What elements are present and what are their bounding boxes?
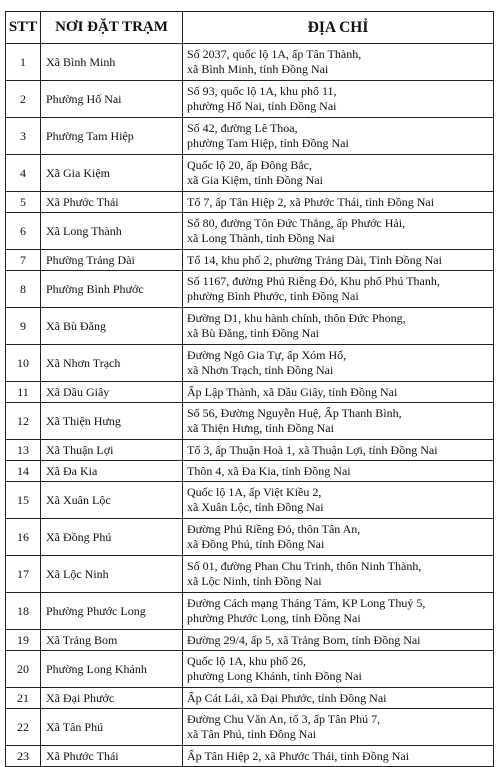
table-row: [6, 482, 494, 519]
header-address: ĐỊA CHỈ: [183, 12, 494, 44]
station-table-sheet: [5, 11, 493, 767]
row-address: [183, 630, 494, 651]
address-line: Đường Phú Riềng Đỏ, thôn Tân An,: [187, 522, 361, 536]
row-location-name: Xã Phước Thái: [41, 192, 183, 213]
row-address: [183, 709, 494, 746]
table-row: [6, 250, 494, 271]
row-location-name: Phường Bình Phước: [41, 271, 183, 308]
address-line: Quốc lộ 1A, ấp Việt Kiều 2,: [187, 485, 322, 499]
table-row: [6, 403, 494, 440]
row-address: [183, 81, 494, 118]
row-location-name: Xã Gia Kiệm: [41, 155, 183, 192]
row-address: [183, 271, 494, 308]
header-stt: STT: [6, 12, 41, 44]
row-address: [183, 155, 494, 192]
row-stt: 20: [6, 651, 41, 688]
address-line: phường Tam Hiệp, tỉnh Đồng Nai: [187, 136, 349, 150]
address-line: Ấp Lập Thành, xã Dầu Giây, tỉnh Đồng Nai: [187, 384, 398, 399]
row-stt: 12: [6, 403, 41, 440]
address-line: phường Long Khánh, tỉnh Đồng Nai: [187, 669, 362, 683]
row-address: [183, 118, 494, 155]
row-stt: 22: [6, 709, 41, 746]
address-line: xã Bình Minh, tỉnh Đồng Nai: [187, 62, 329, 76]
address-line: xã Gia Kiệm, tỉnh Đồng Nai: [187, 173, 323, 187]
row-stt: 5: [6, 192, 41, 213]
row-stt: 4: [6, 155, 41, 192]
address-line: phường Hố Nai, tỉnh Đồng Nai: [187, 99, 337, 113]
row-stt: 15: [6, 482, 41, 519]
address-line: Số 2037, quốc lộ 1A, ấp Tân Thành,: [187, 47, 362, 61]
row-stt: 8: [6, 271, 41, 308]
address-line: Thôn 4, xã Đa Kia, tỉnh Đồng Nai: [187, 463, 351, 478]
address-line: phường Bình Phước, tỉnh Đồng Nai: [187, 289, 359, 303]
row-address: [183, 403, 494, 440]
row-stt: 3: [6, 118, 41, 155]
station-table: [5, 11, 494, 767]
address-line: Đường D1, khu hành chính, thôn Đức Phong,: [187, 311, 406, 325]
row-stt: 2: [6, 81, 41, 118]
row-location-name: Xã Long Thành: [41, 213, 183, 250]
row-stt: 14: [6, 461, 41, 482]
row-stt: 18: [6, 593, 41, 630]
row-stt: 21: [6, 688, 41, 709]
row-location-name: Xã Thuận Lợi: [41, 440, 183, 461]
row-address: [183, 593, 494, 630]
row-location-name: Xã Thiện Hưng: [41, 403, 183, 440]
row-stt: 13: [6, 440, 41, 461]
table-row: [6, 271, 494, 308]
address-line: Tổ 3, ấp Thuận Hoà 1, xã Thuận Lợi, tỉnh Đồng Nai: [187, 442, 438, 457]
row-location-name: Xã Lộc Ninh: [41, 556, 183, 593]
table-row: [6, 308, 494, 345]
row-address: [183, 192, 494, 213]
row-location-name: Xã Bình Minh: [41, 44, 183, 81]
row-location-name: Xã Đại Phước: [41, 688, 183, 709]
address-line: Tổ 14, khu phố 2, phường Trảng Dài, Tỉnh Đồng Nai: [187, 252, 442, 267]
address-line: xã Lộc Ninh, tỉnh Đồng Nai: [187, 574, 322, 588]
address-line: Tổ 7, ấp Tân Hiệp 2, xã Phước Thái, tỉnh Đồng Nai: [187, 194, 435, 209]
row-address: [183, 345, 494, 382]
address-line: Số 01, đường Phan Chu Trinh, thôn Ninh Thành,: [187, 559, 422, 573]
table-row: [6, 192, 494, 213]
address-line: Đường 29/4, ấp 5, xã Trảng Bom, tỉnh Đồng Nai: [187, 632, 421, 647]
row-address: [183, 746, 494, 767]
row-address: [183, 651, 494, 688]
row-location-name: Xã Nhơn Trạch: [41, 345, 183, 382]
row-location-name: Xã Đa Kia: [41, 461, 183, 482]
table-row: [6, 519, 494, 556]
row-address: [183, 519, 494, 556]
row-address: [183, 461, 494, 482]
address-line: xã Đồng Phú, tỉnh Đồng Nai: [187, 537, 325, 551]
table-row: [6, 746, 494, 767]
address-line: Số 93, quốc lộ 1A, khu phố 11,: [187, 84, 337, 98]
row-stt: 6: [6, 213, 41, 250]
table-row: [6, 688, 494, 709]
row-address: [183, 44, 494, 81]
header-location: NƠI ĐẶT TRẠM: [41, 12, 183, 44]
table-row: [6, 651, 494, 688]
row-stt: 9: [6, 308, 41, 345]
address-line: xã Thiện Hưng, tỉnh Đồng Nai: [187, 421, 334, 435]
table-row: [6, 556, 494, 593]
address-line: xã Xuân Lộc, tỉnh Đồng Nai: [187, 500, 324, 514]
table-row: [6, 382, 494, 403]
row-stt: 10: [6, 345, 41, 382]
row-stt: 17: [6, 556, 41, 593]
table-row: [6, 461, 494, 482]
row-location-name: Xã Tân Phú: [41, 709, 183, 746]
address-line: xã Long Thành, tỉnh Đồng Nai: [187, 231, 335, 245]
address-line: Số 56, Đường Nguyễn Huệ, Ấp Thanh Bình,: [187, 406, 402, 420]
address-line: Số 1167, đường Phú Riềng Đỏ, Khu phố Phú Thanh,: [187, 274, 440, 288]
address-line: Quốc lộ 20, ấp Đông Bắc,: [187, 158, 312, 172]
table-row: [6, 630, 494, 651]
table-row: [6, 709, 494, 746]
row-address: [183, 213, 494, 250]
address-line: xã Bù Đăng, tỉnh Đồng Nai: [187, 326, 319, 340]
row-address: [183, 440, 494, 461]
table-row: [6, 118, 494, 155]
table-row: [6, 440, 494, 461]
address-line: Đường Ngô Gia Tự, ấp Xóm Hố,: [187, 348, 347, 362]
address-line: Đường Chu Văn An, tổ 3, ấp Tân Phú 7,: [187, 712, 381, 726]
address-line: xã Nhơn Trạch, tỉnh Đồng Nai: [187, 363, 334, 377]
row-address: [183, 556, 494, 593]
row-address: [183, 382, 494, 403]
row-location-name: Phường Trảng Dài: [41, 250, 183, 271]
row-address: [183, 308, 494, 345]
row-location-name: Xã Bù Đăng: [41, 308, 183, 345]
address-line: Quốc lộ 1A, khu phố 26,: [187, 654, 306, 668]
row-stt: 23: [6, 746, 41, 767]
table-row: [6, 155, 494, 192]
row-stt: 19: [6, 630, 41, 651]
row-address: [183, 482, 494, 519]
row-address: [183, 250, 494, 271]
row-stt: 11: [6, 382, 41, 403]
row-stt: 7: [6, 250, 41, 271]
address-line: Ấp Cát Lái, xã Đại Phước, tỉnh Đồng Nai: [187, 690, 387, 705]
address-line: xã Tân Phú, tỉnh Đồng Nai: [187, 727, 317, 741]
row-location-name: Xã Trảng Bom: [41, 630, 183, 651]
address-line: Đường Cách mạng Tháng Tám, KP Long Thuỷ 5,: [187, 596, 426, 610]
address-line: phường Phước Long, tỉnh Đồng Nai: [187, 611, 361, 625]
row-address: [183, 688, 494, 709]
row-location-name: Phường Long Khánh: [41, 651, 183, 688]
table-row: [6, 213, 494, 250]
table-header-row: [6, 12, 494, 44]
row-stt: 1: [6, 44, 41, 81]
table-row: [6, 345, 494, 382]
address-line: Số 80, đường Tôn Đức Thắng, ấp Phước Hải,: [187, 216, 406, 230]
address-line: Số 42, đường Lê Thoa,: [187, 121, 298, 135]
row-location-name: Phường Tam Hiệp: [41, 118, 183, 155]
row-stt: 16: [6, 519, 41, 556]
row-location-name: Xã Đồng Phú: [41, 519, 183, 556]
table-row: [6, 81, 494, 118]
table-body: [6, 44, 494, 767]
row-location-name: Xã Xuân Lộc: [41, 482, 183, 519]
table-row: [6, 593, 494, 630]
address-line: Ấp Tân Hiệp 2, xã Phước Thái, tỉnh Đồng Nai: [187, 748, 410, 763]
row-location-name: Xã Phước Thái: [41, 746, 183, 767]
row-location-name: Phường Hố Nai: [41, 81, 183, 118]
row-location-name: Xã Dầu Giây: [41, 382, 183, 403]
row-location-name: Phường Phước Long: [41, 593, 183, 630]
table-row: [6, 44, 494, 81]
